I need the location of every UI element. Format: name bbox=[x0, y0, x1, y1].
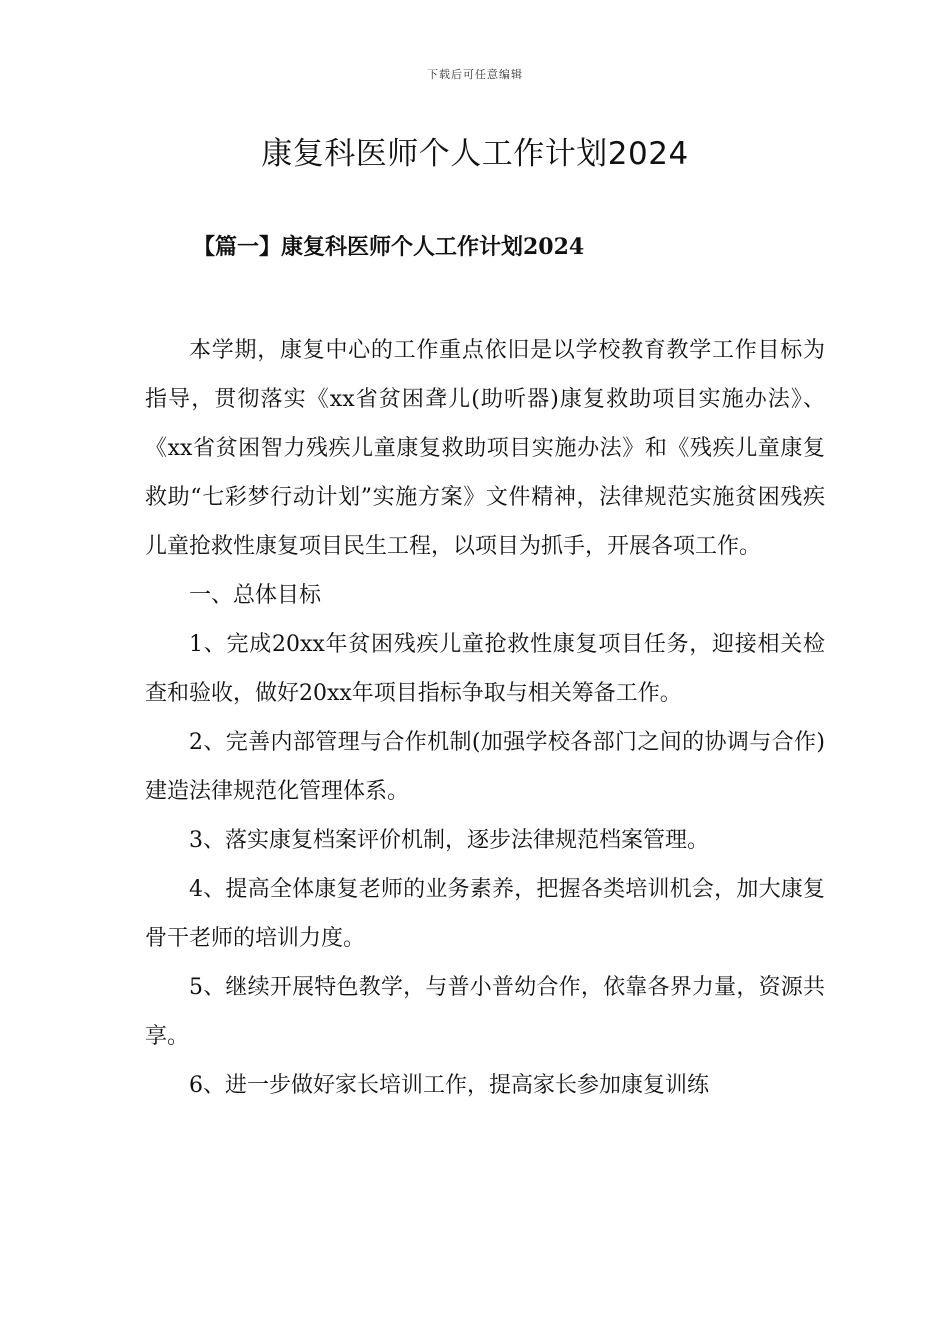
paragraph-goal-1: 1、完成20xx年贫困残疾儿童抢救性康复项目任务，迎接相关检查和验收，做好20xx年项目指标争取与相关筹备工作。 bbox=[145, 632, 825, 706]
document-title: 康复科医师个人工作计划2024 bbox=[261, 136, 689, 172]
header-note: 下载后可任意编辑 bbox=[427, 68, 523, 81]
paragraph-goals-heading: 一、总体目标 bbox=[189, 583, 322, 608]
paragraph-goal-3: 3、落实康复档案评价机制，逐步法律规范档案管理。 bbox=[189, 828, 709, 853]
paragraph-goal-6: 6、进一步做好家长培训工作，提高家长参加康复训练 bbox=[189, 1073, 709, 1098]
paragraph-goal-2: 2、完善内部管理与合作机制(加强学校各部门之间的协调与合作)建造法律规范化管理体系。 bbox=[145, 730, 825, 804]
section-heading: 【篇一】康复科医师个人工作计划2024 bbox=[193, 234, 585, 260]
paragraph-goal-5: 5、继续开展特色教学，与普小普幼合作，依靠各界力量，资源共享。 bbox=[145, 975, 825, 1049]
paragraph-goal-4: 4、提高全体康复老师的业务素养，把握各类培训机会，加大康复骨干老师的培训力度。 bbox=[145, 877, 825, 951]
paragraph-intro: 本学期，康复中心的工作重点依旧是以学校教育教学工作目标为指导，贯彻落实《xx省贫困聋儿(助听器)康复救助项目实施办法》、《xx省贫困智力残疾儿童康复救助项目实施办法》和《残疾儿童康复救助“七彩梦行动计划”实施方案》文件精神，法律规范实施贫困残疾儿童抢救性康复项目民生工程，以项目为抓手，开展各项工作。 bbox=[145, 338, 825, 559]
document-body bbox=[145, 326, 825, 1110]
